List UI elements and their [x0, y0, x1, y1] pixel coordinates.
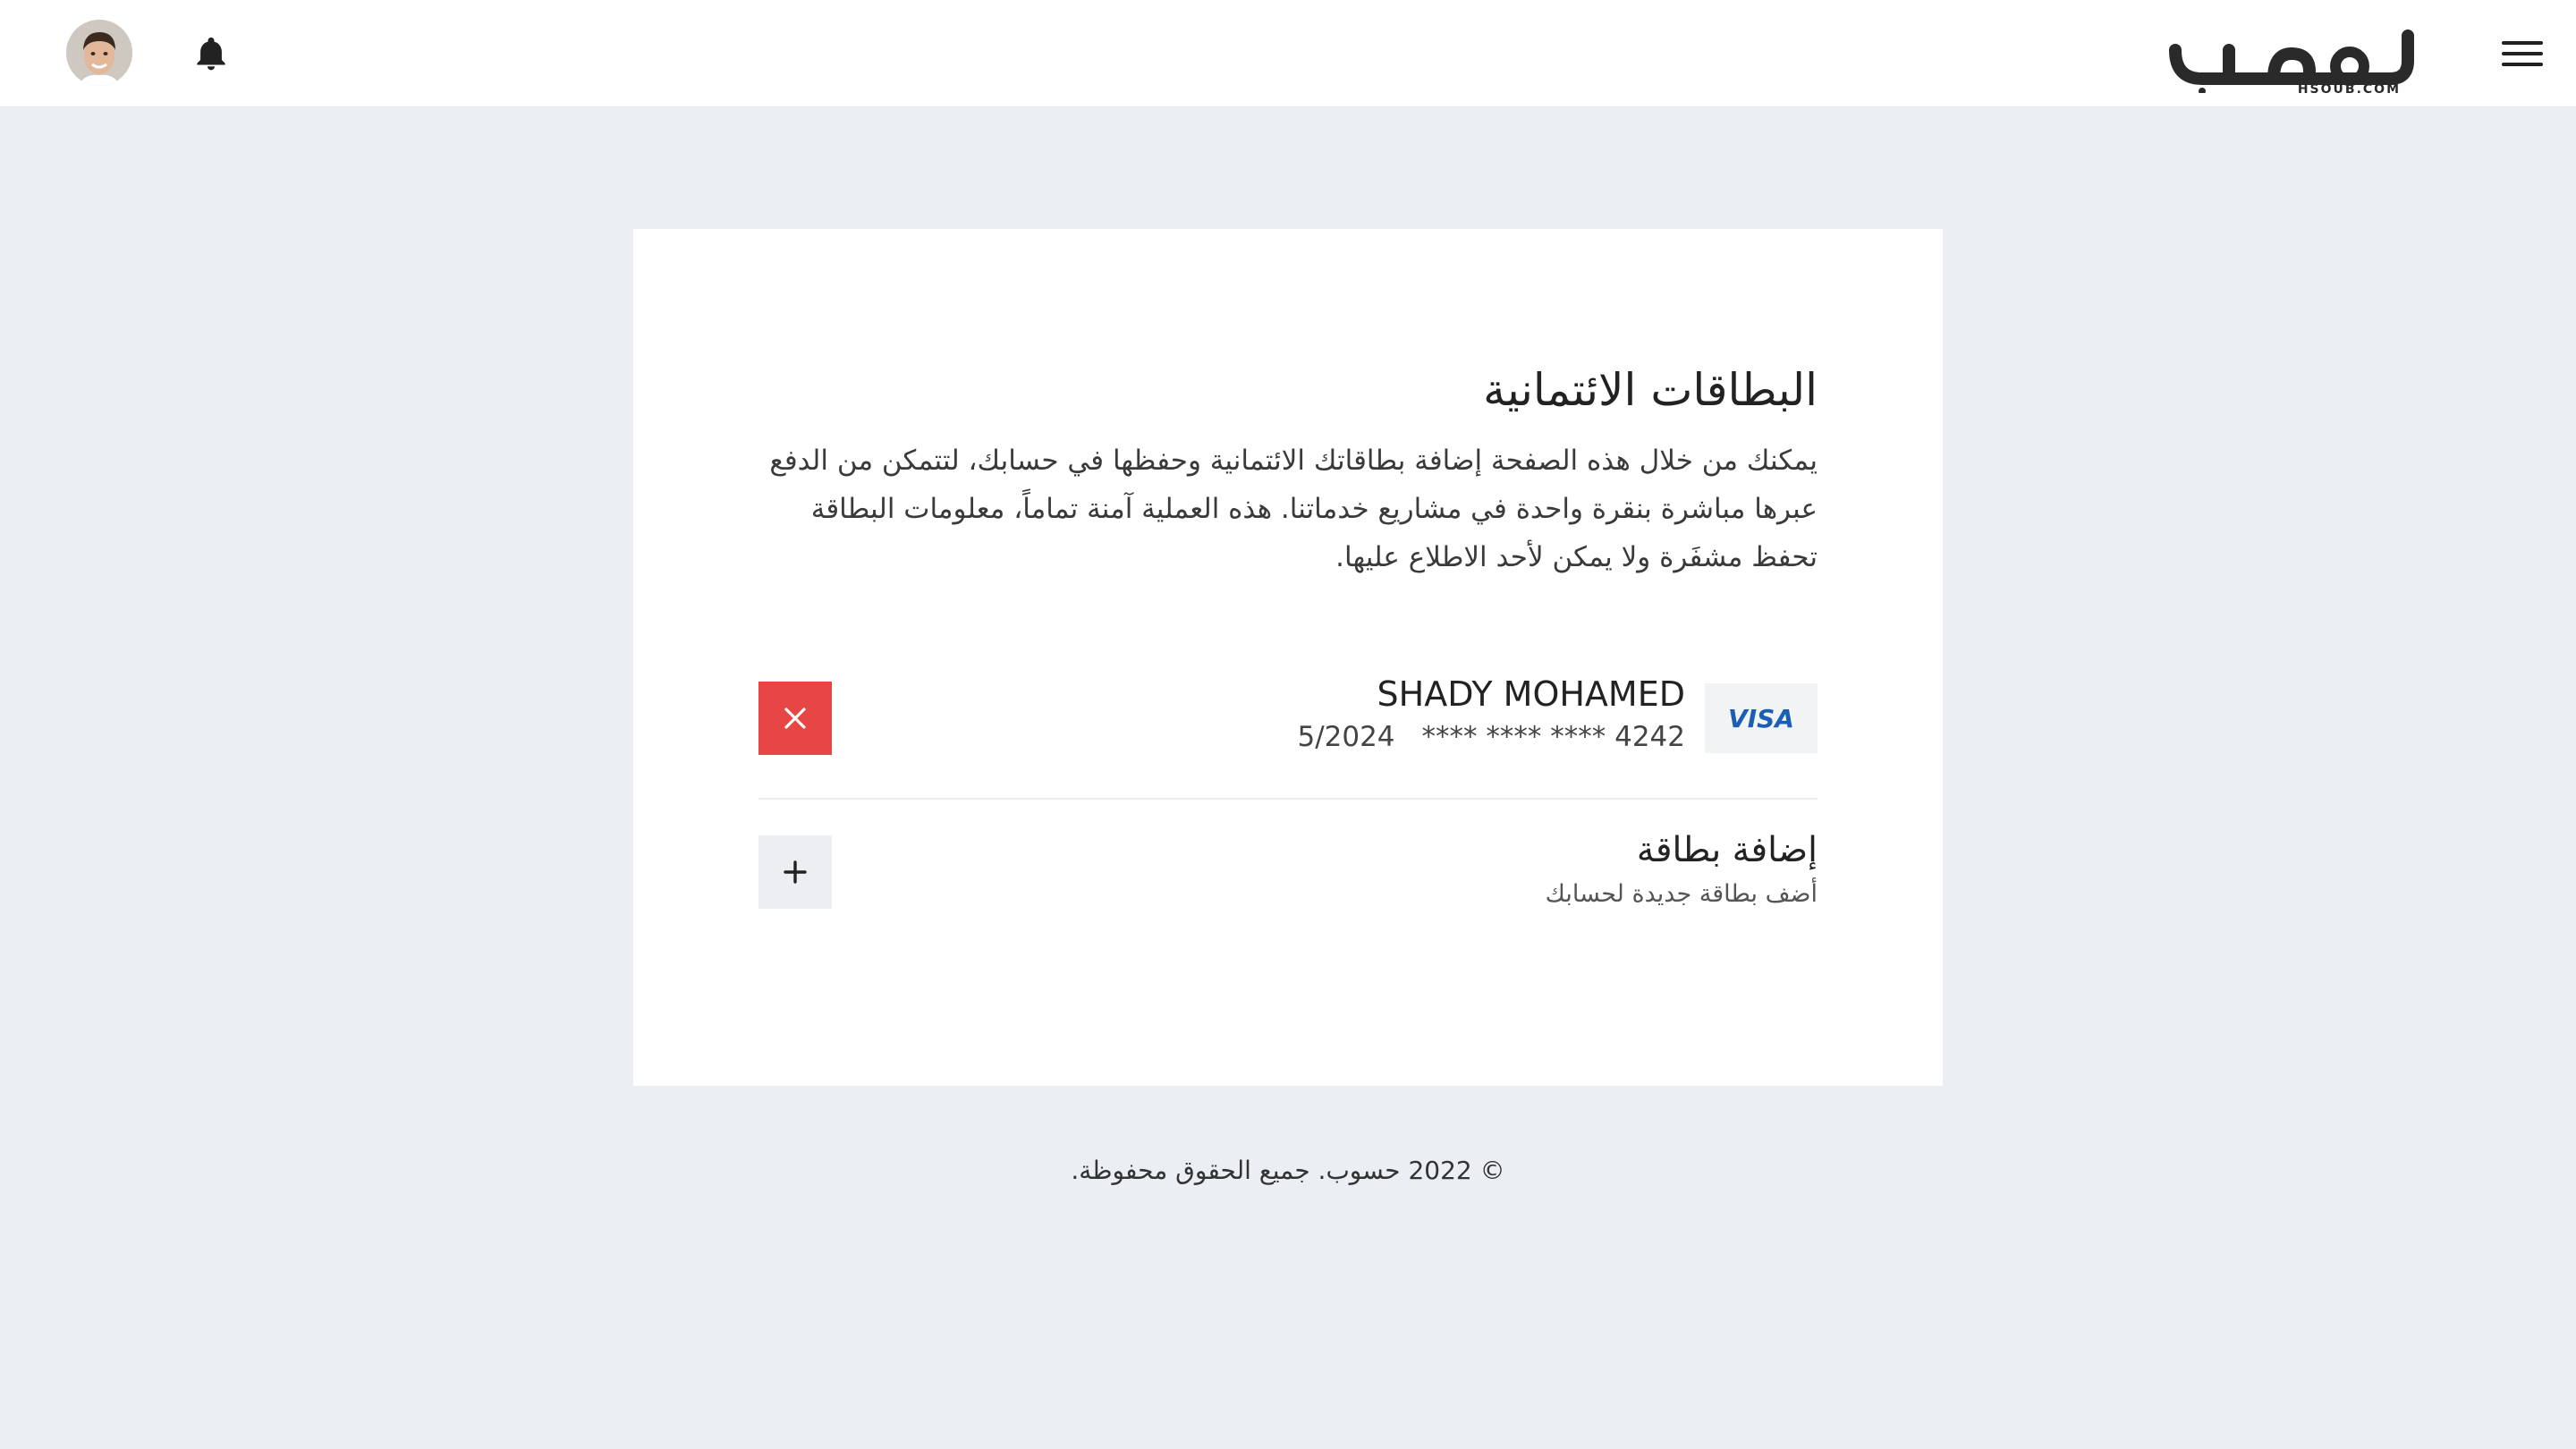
notifications-bell-icon[interactable]: [191, 34, 231, 73]
card-meta: [1297, 721, 1685, 753]
add-card-title: إضافة بطاقة: [1636, 830, 1818, 870]
menu-line: [2502, 52, 2543, 55]
card-brand: VISA: [1728, 703, 1794, 733]
divider: [758, 798, 1818, 800]
avatar-image: [66, 20, 132, 86]
page-title: البطاقات الائتمانية: [1483, 364, 1818, 416]
add-card-row[interactable]: [758, 830, 1818, 916]
hamburger-menu-button[interactable]: [2496, 27, 2549, 80]
card-expiry: 5/2024: [1297, 721, 1395, 753]
delete-card-button[interactable]: [758, 682, 832, 755]
add-card-subtitle: أضف بطاقة جديدة لحسابك: [1545, 880, 1818, 908]
close-icon: [783, 706, 808, 731]
page-description: يمكنك من خلال هذه الصفحة إضافة بطاقاتك الائتمانية وحفظها في حسابك، لتتمكن من الدفع عبرها مباشرة بنقرة واحدة في مشاريع خدماتنا. هذه العملية آمنة تماماً، معلومات البطاقة تحفظ مشفَرة ولا يمكن لأحد الاطلاع عليها.: [769, 445, 1818, 573]
top-navbar: [0, 0, 2576, 107]
menu-line: [2502, 41, 2543, 45]
footer-copyright: © 2022 حسوب. جميع الحقوق محفوظة.: [1071, 1156, 1505, 1185]
menu-line: [2502, 63, 2543, 66]
visa-logo-icon: [1705, 683, 1818, 753]
card-holder-name: SHADY MOHAMED: [1377, 674, 1685, 714]
saved-card-row: [758, 674, 1818, 757]
credit-cards-panel: [633, 229, 1943, 1086]
plus-icon: [782, 859, 809, 886]
hsoub-logo[interactable]: [2166, 14, 2417, 93]
card-number: **** **** **** 4242: [1421, 721, 1685, 753]
logo-subtext: HSOUB.COM: [2297, 82, 2401, 93]
bell-icon: [191, 34, 231, 73]
add-card-button[interactable]: [758, 835, 832, 909]
panel-content: [758, 354, 1818, 916]
user-avatar[interactable]: [66, 20, 132, 86]
hsoub-logo-mark: [2166, 14, 2417, 93]
